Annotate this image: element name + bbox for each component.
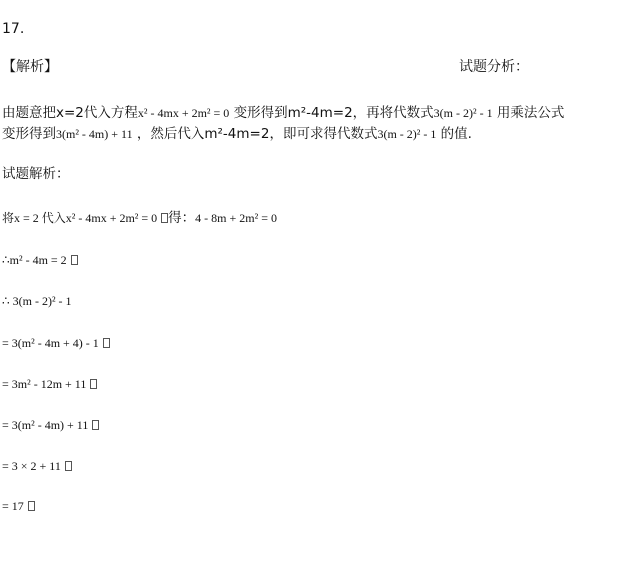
- step-text: = 3(m² - 4m) + 11: [2, 418, 89, 432]
- step-text: ∴ 3(m - 2)² - 1: [2, 294, 72, 308]
- placeholder-box-icon: [28, 501, 35, 511]
- step-text: 将x = 2 代入x² - 4mx + 2m² = 0: [2, 211, 158, 225]
- question-number: 17.: [2, 21, 25, 37]
- paragraph-line-1: [2, 104, 564, 122]
- step-text: = 3m² - 12m + 11: [2, 377, 87, 391]
- solution-step: [2, 334, 110, 352]
- solution-label: 试题解析：: [2, 166, 70, 182]
- solution-step: [2, 251, 78, 269]
- step-text: = 3 × 2 + 11: [2, 459, 61, 473]
- step-text: = 3(m² - 4m + 4) - 1: [2, 336, 99, 350]
- paragraph-text: 变形得到m²-4m=2，再将代数式: [233, 105, 434, 121]
- placeholder-box-icon: [92, 420, 99, 430]
- expression: 3(m - 2)² - 1: [377, 127, 437, 141]
- placeholder-box-icon: [65, 461, 72, 471]
- paragraph-text: 由题意把x=2代入方程: [2, 105, 138, 121]
- paragraph-line-2: [2, 125, 472, 143]
- solution-step: [2, 416, 99, 434]
- expression: 3(m - 2)² - 1: [433, 106, 493, 120]
- solution-step: [2, 209, 277, 227]
- solution-step: [2, 292, 72, 310]
- analysis-heading: 【解析】: [2, 59, 58, 75]
- step-text: 得：: [168, 210, 196, 226]
- paragraph-text: 用乘法公式: [496, 105, 565, 121]
- paragraph-text: 变形得到: [2, 126, 56, 142]
- solution-step: [2, 375, 97, 393]
- paragraph-text: 的值.: [440, 126, 472, 142]
- solution-step: [2, 497, 35, 515]
- step-equation: 4 - 8m + 2m² = 0: [195, 211, 277, 225]
- step-text: = 17: [2, 499, 24, 513]
- placeholder-box-icon: [90, 379, 97, 389]
- solution-step: [2, 457, 72, 475]
- expression: 3(m² - 4m) + 11: [56, 127, 133, 141]
- placeholder-box-icon: [103, 338, 110, 348]
- paragraph-text: ，然后代入m²-4m=2，即可求得代数式: [136, 126, 378, 142]
- equation: x² - 4mx + 2m² = 0: [137, 106, 230, 120]
- analysis-label: 试题分析：: [459, 59, 529, 75]
- placeholder-box-icon: [71, 255, 78, 265]
- step-text: ∴m² - 4m = 2: [2, 253, 67, 267]
